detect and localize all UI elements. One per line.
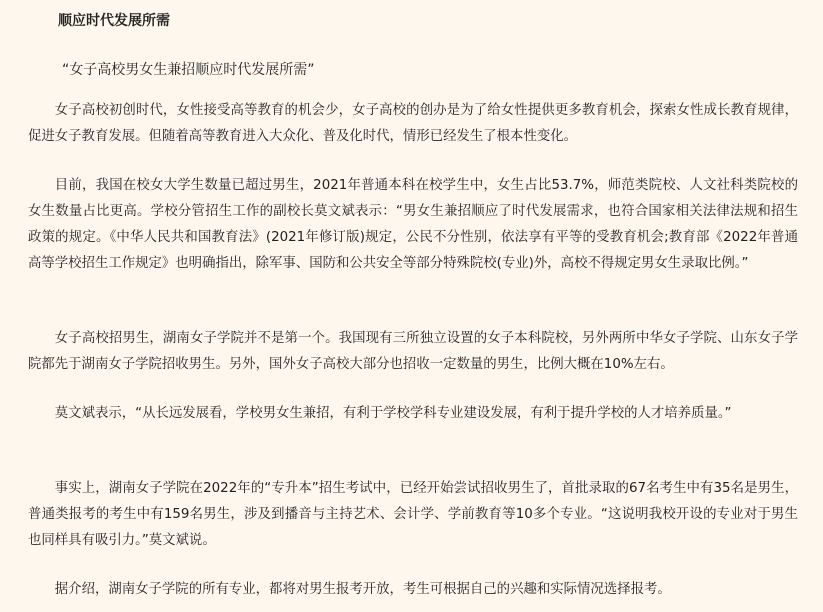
paragraph-history: 女子高校初创时代，女性接受高等教育的机会少，女子高校的创办是为了给女性提供更多教育机会，探索女性成长教育规律，促进女子教育发展。但随着高等教育进入大众化、普及化时代，情形已经发生了根本性变化。 <box>28 103 798 144</box>
paragraph-admission-results: 事实上，湖南女子学院在2022年的“专升本”招生考试中，已经开始尝试招收男生了，首批录取的67名考生中有35名是男生，普通类报考的考生中有159名男生，涉及到播音与主持艺术、会计学、学前教育等10多个专业。“这说明我校开设的专业对于男生也同样具有吸引力。”莫文斌说。 <box>28 481 798 548</box>
paragraph-other-colleges: 女子高校招男生，湖南女子学院并不是第一个。我国现有三所独立设置的女子本科院校，另外两所中华女子学院、山东女子学院都先于湖南女子学院招收男生。另外，国外女子高校大部分也招收一定数量的男生，比例大概在10%左右。 <box>28 331 798 372</box>
quote-title: “女子高校男女生兼招顺应时代发展所需” <box>62 62 315 78</box>
paragraph-enrollment-statistics: 目前，我国在校女大学生数量已超过男生，2021年普通本科在校学生中，女生占比53.7%，师范类院校、人文社科类院校的女生数量占比更高。学校分管招生工作的副校长莫文斌表示：“男女生兼招顺应了时代发展需求，也符合国家相关法律法规和招生政策的规定。《中华人民共和国教育法》(2021年修订版)规定，公民不分性别，依法享有平等的受教育机会;教育部《2022年普通高等学校招生工作规定》也明确指出，除军事、国防和公共安全等部分特殊院校(专业)外，高校不得规定男女生录取比例。” <box>28 178 798 271</box>
section-heading: 顺应时代发展所需 <box>58 13 170 29</box>
paragraph-vice-president-quote: 莫文斌表示，“从长远发展看，学校男女生兼招，有利于学校学科专业建设发展，有利于提升学校的人才培养质量。” <box>54 406 732 421</box>
paragraph-open-majors: 据介绍，湖南女子学院的所有专业，都将对男生报考开放，考生可根据自己的兴趣和实际情况选择报考。 <box>54 582 671 597</box>
